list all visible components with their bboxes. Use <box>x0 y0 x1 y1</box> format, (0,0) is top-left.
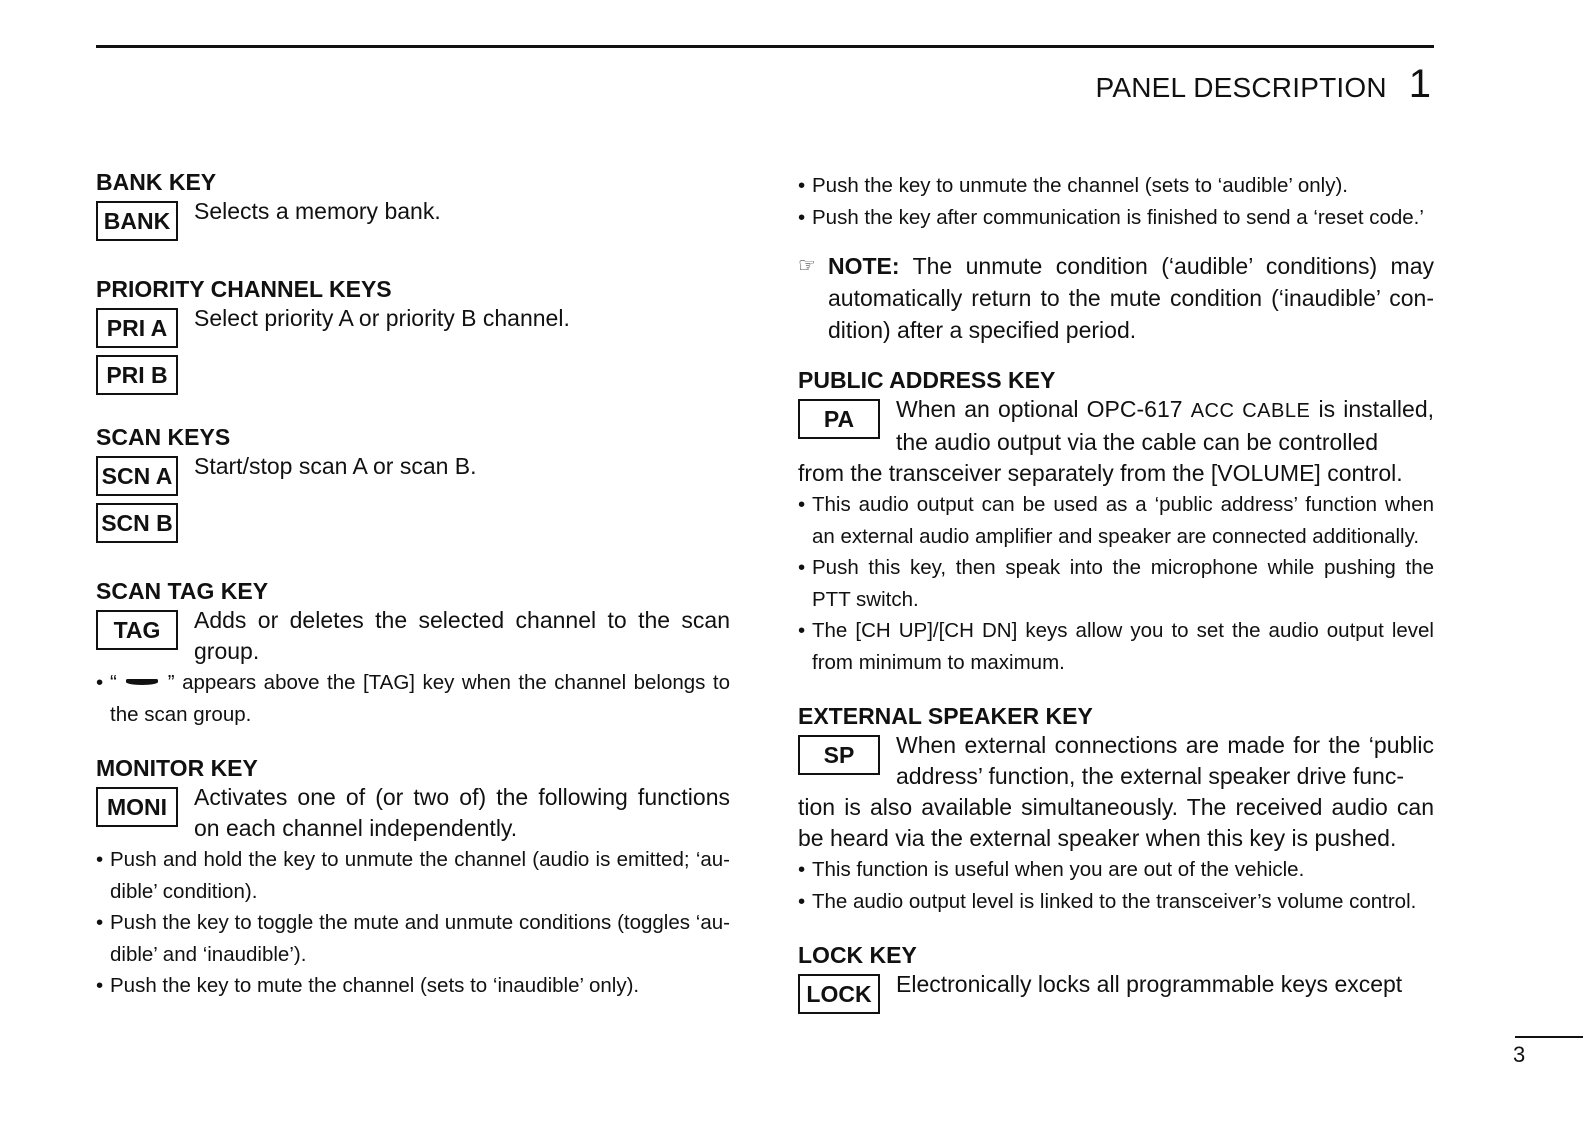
scn-a-key: SCN A <box>96 456 178 496</box>
list-item: • Push the key to mute the channel (sets to ‘inaudible’ only). <box>96 970 730 1002</box>
priority-keys-section <box>96 275 730 395</box>
monitor-key-functions <box>96 844 730 1002</box>
bank-key-heading: BANK KEY <box>96 169 217 195</box>
external-speaker-key-heading: EXTERNAL SPEAKER KEY <box>798 703 1093 729</box>
monitor-key-functions-continued <box>798 170 1434 233</box>
note-label: NOTE: <box>828 253 900 279</box>
pa-key: PA <box>798 399 880 439</box>
scan-tag-mark-icon <box>126 679 158 685</box>
scan-keys-heading: SCAN KEYS <box>96 424 231 450</box>
scan-tag-key-section <box>96 577 730 730</box>
footer-rule <box>1515 1036 1583 1038</box>
list-item: • Push and hold the key to unmute the channel (audio is emitted; ‘au-dible’ condition). <box>96 844 730 907</box>
sp-key-description: When external connections are made for the ‘public address’ function, the external speaker drive func- <box>896 732 1434 789</box>
public-address-key-heading: PUBLIC ADDRESS KEY <box>798 367 1056 393</box>
priority-keys-description: Select priority A or priority B channel. <box>194 305 570 331</box>
list-item: • The [CH UP]/[CH DN] keys allow you to set the audio output level from minimum to maximum. <box>798 615 1434 678</box>
tag-key-notes <box>96 667 730 730</box>
sp-key: SP <box>798 735 880 775</box>
note-block <box>798 250 1434 346</box>
bank-key: BANK <box>96 201 178 241</box>
monitor-key-heading: MONITOR KEY <box>96 755 258 781</box>
section-title: PANEL DESCRIPTION <box>1095 72 1387 103</box>
public-address-key-section <box>798 366 1434 678</box>
chapter-number: 1 <box>1408 62 1431 106</box>
lock-key: LOCK <box>798 974 880 1014</box>
page-header <box>1096 62 1431 107</box>
pa-key-description-continued: from the transceiver separately from the [VOLUME] control. <box>798 460 1403 486</box>
list-item: • Push the key to toggle the mute and unmute conditions (toggles ‘au-dible’ and ‘inaudible’). <box>96 907 730 970</box>
list-item: • Push the key after communication is finished to send a ‘reset code.’ <box>798 202 1434 234</box>
bank-key-description: Selects a memory bank. <box>194 198 441 224</box>
tag-key: TAG <box>96 610 178 650</box>
sp-key-notes <box>798 854 1434 917</box>
list-item: • “ ” appears above the [TAG] key when the channel belongs to the scan group. <box>96 667 730 730</box>
bank-key-section <box>96 168 730 241</box>
lock-key-heading: LOCK KEY <box>798 942 917 968</box>
pa-key-description: When an optional OPC-617 ACC CABLE is installed, the audio output via the cable can be controlled <box>896 396 1435 455</box>
page-number: 3 <box>1513 1042 1526 1067</box>
list-item: • Push the key to unmute the channel (sets to ‘audible’ only). <box>798 170 1434 202</box>
list-item: • This function is useful when you are out of the vehicle. <box>798 854 1434 886</box>
sp-key-description-continued: tion is also available simultaneously. The received audio can be heard via the external speaker when this key is pushed. <box>798 794 1434 851</box>
scan-tag-key-heading: SCAN TAG KEY <box>96 578 269 604</box>
pointing-hand-icon: ☞ <box>798 255 816 277</box>
scan-keys-section <box>96 423 730 543</box>
lock-key-description: Electronically locks all programmable keys except <box>896 971 1403 997</box>
monitor-key-description: Activates one of (or two of) the following functions on each channel independently. <box>194 784 730 841</box>
list-item: • Push this key, then speak into the microphone while pushing the PTT switch. <box>798 552 1434 615</box>
pri-a-key: PRI A <box>96 308 178 348</box>
priority-keys-heading: PRIORITY CHANNEL KEYS <box>96 276 392 302</box>
tag-key-description: Adds or deletes the selected channel to the scan group. <box>194 607 730 664</box>
scn-b-key: SCN B <box>96 503 178 543</box>
pri-b-key: PRI B <box>96 355 178 395</box>
left-column <box>96 168 730 1002</box>
note-text: The unmute condition (‘audible’ conditions) may automatically return to the mute condition (‘inaudible’ con-dition) after a specified period. <box>828 253 1434 343</box>
list-item: • This audio output can be used as a ‘public address’ function when an external audio amplifier and speaker are connected additionally. <box>798 489 1434 552</box>
lock-key-section <box>798 941 1434 1014</box>
pa-key-notes <box>798 489 1434 678</box>
header-rule <box>96 45 1434 48</box>
external-speaker-key-section <box>798 702 1434 917</box>
scan-keys-description: Start/stop scan A or scan B. <box>194 453 477 479</box>
right-column <box>798 170 1434 1014</box>
moni-key: MONI <box>96 787 178 827</box>
acc-cable-label: ACC CABLE <box>1190 400 1311 422</box>
monitor-key-section <box>96 754 730 1002</box>
list-item: • The audio output level is linked to the transceiver’s volume control. <box>798 886 1434 918</box>
